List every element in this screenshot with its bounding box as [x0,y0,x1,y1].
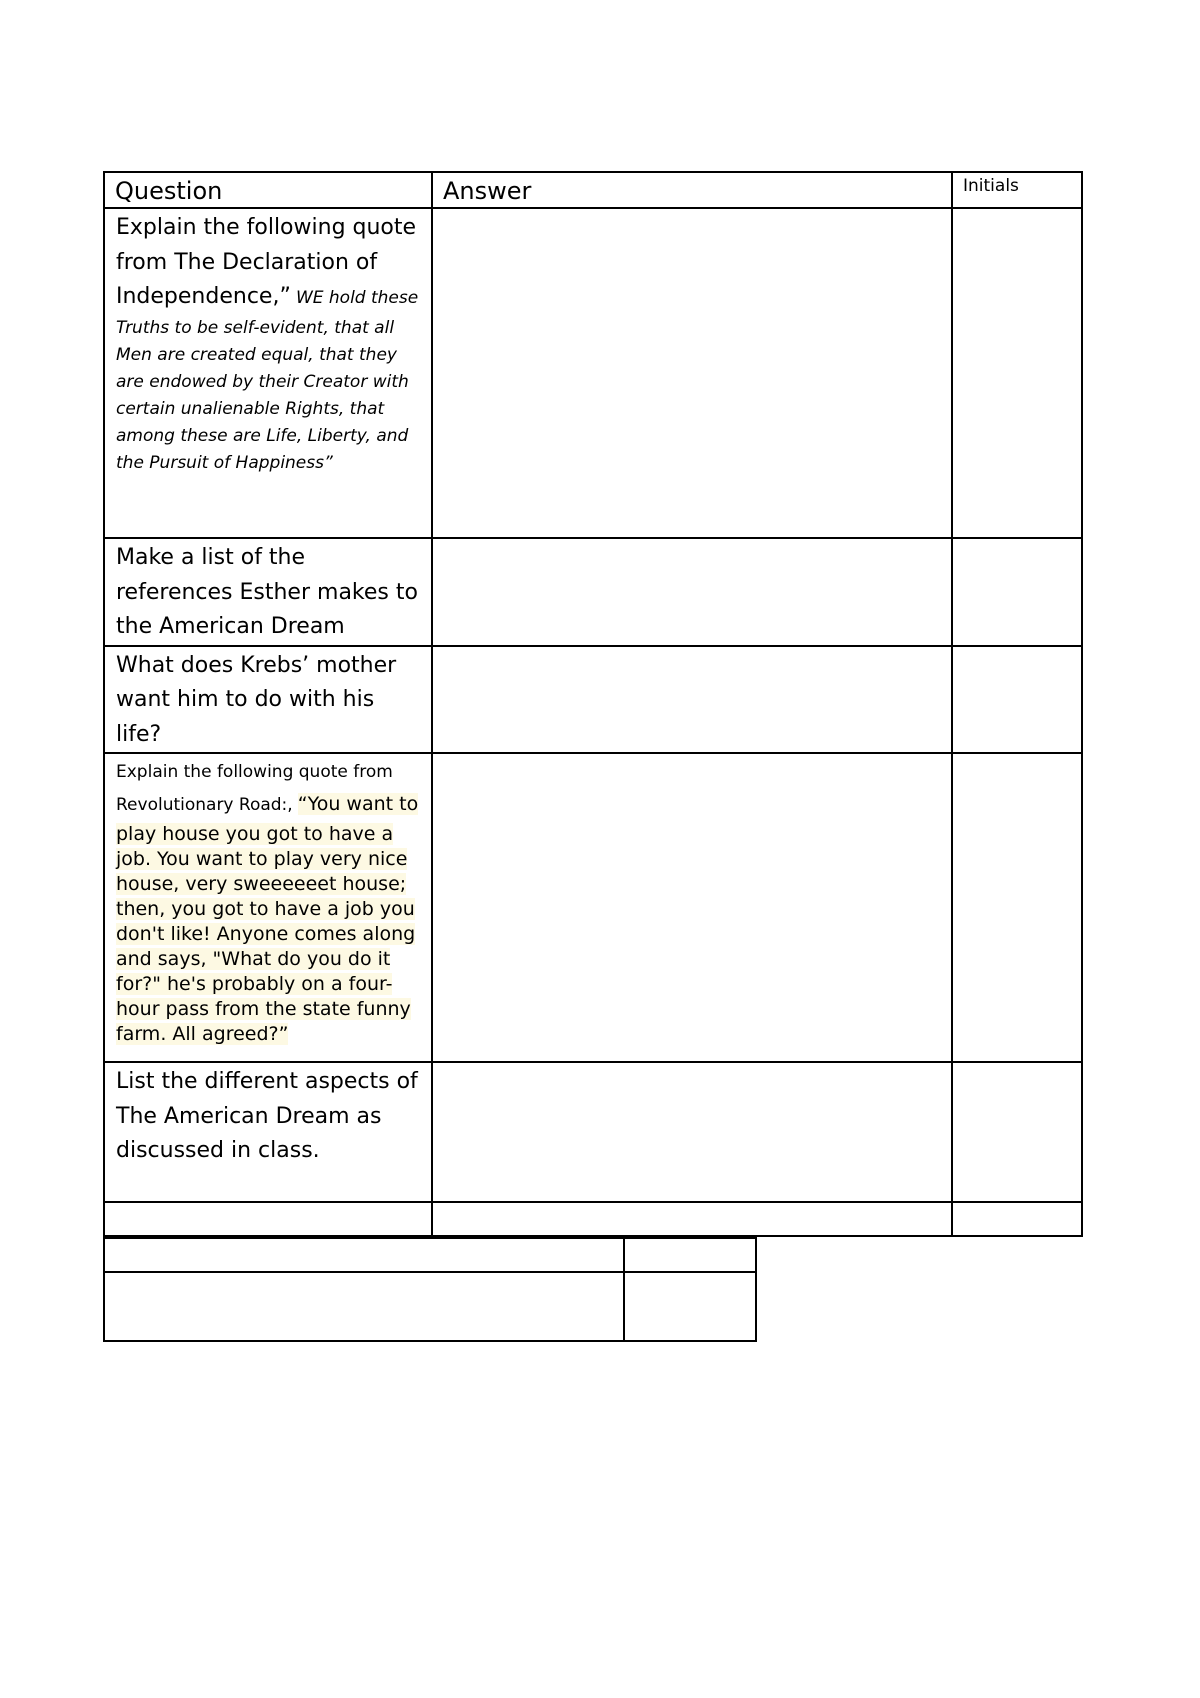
initials-cell[interactable] [952,208,1082,538]
header-answer: Answer [443,177,532,205]
table-row [104,208,1082,538]
answer-cell[interactable] [432,646,952,754]
answer-cell[interactable] [432,538,952,646]
question-text: Make a list of the references Esther makes to the American Dream [116,545,418,639]
initials-cell[interactable] [952,538,1082,646]
initials-cell[interactable] [952,753,1082,1062]
question-cell [104,208,432,538]
table-row [104,1238,756,1272]
question-text: Explain the following quote from The Declaration of Independence,” [116,215,417,309]
header-initials-cell [952,172,1082,208]
initials-cell[interactable] [952,1202,1082,1236]
table-row [104,646,1082,754]
header-question: Question [115,177,223,205]
revolutionary-road-quote: “You want to play house you got to have a job. You want to play very nice house, very sweeeeeet house; then, you got to have a job you don't like! Anyone comes along and says, "What do you do it for?" he's probably on a four-hour pass from the state funny farm. All agreed?” [116,793,419,1045]
table-header-row [104,172,1082,208]
question-cell [104,538,432,646]
question-cell [104,1062,432,1202]
question-cell [104,753,432,1062]
declaration-quote: WE hold these Truths to be self-evident, that all Men are created equal, that they are endowed by their Creator with certain unalienable Rights, that among these are Life, Liberty, and the Pursuit of Happiness” [116,288,419,473]
header-initials: Initials [963,176,1019,196]
table-row [104,538,1082,646]
answer-cell[interactable] [432,1062,952,1202]
answer-cell[interactable] [432,208,952,538]
summary-label-cell[interactable] [104,1272,624,1341]
answer-cell[interactable] [432,1202,952,1236]
summary-label-cell[interactable] [104,1238,624,1272]
table-row [104,1202,1082,1236]
summary-value-cell[interactable] [624,1272,756,1341]
question-answer-table [103,171,1083,1237]
summary-table [103,1237,757,1342]
question-cell[interactable] [104,1202,432,1236]
table-row [104,1062,1082,1202]
table-row [104,753,1082,1062]
question-cell [104,646,432,754]
question-text: Explain the following quote from Revolutionary Road:, [116,762,393,815]
initials-cell[interactable] [952,1062,1082,1202]
table-row [104,1272,756,1341]
summary-value-cell[interactable] [624,1238,756,1272]
question-text: What does Krebs’ mother want him to do with his life? [116,652,397,747]
answer-cell[interactable] [432,753,952,1062]
initials-cell[interactable] [952,646,1082,754]
header-question-cell [104,172,432,208]
header-answer-cell [432,172,952,208]
question-text: List the different aspects of The American Dream as discussed in class. [116,1069,418,1163]
